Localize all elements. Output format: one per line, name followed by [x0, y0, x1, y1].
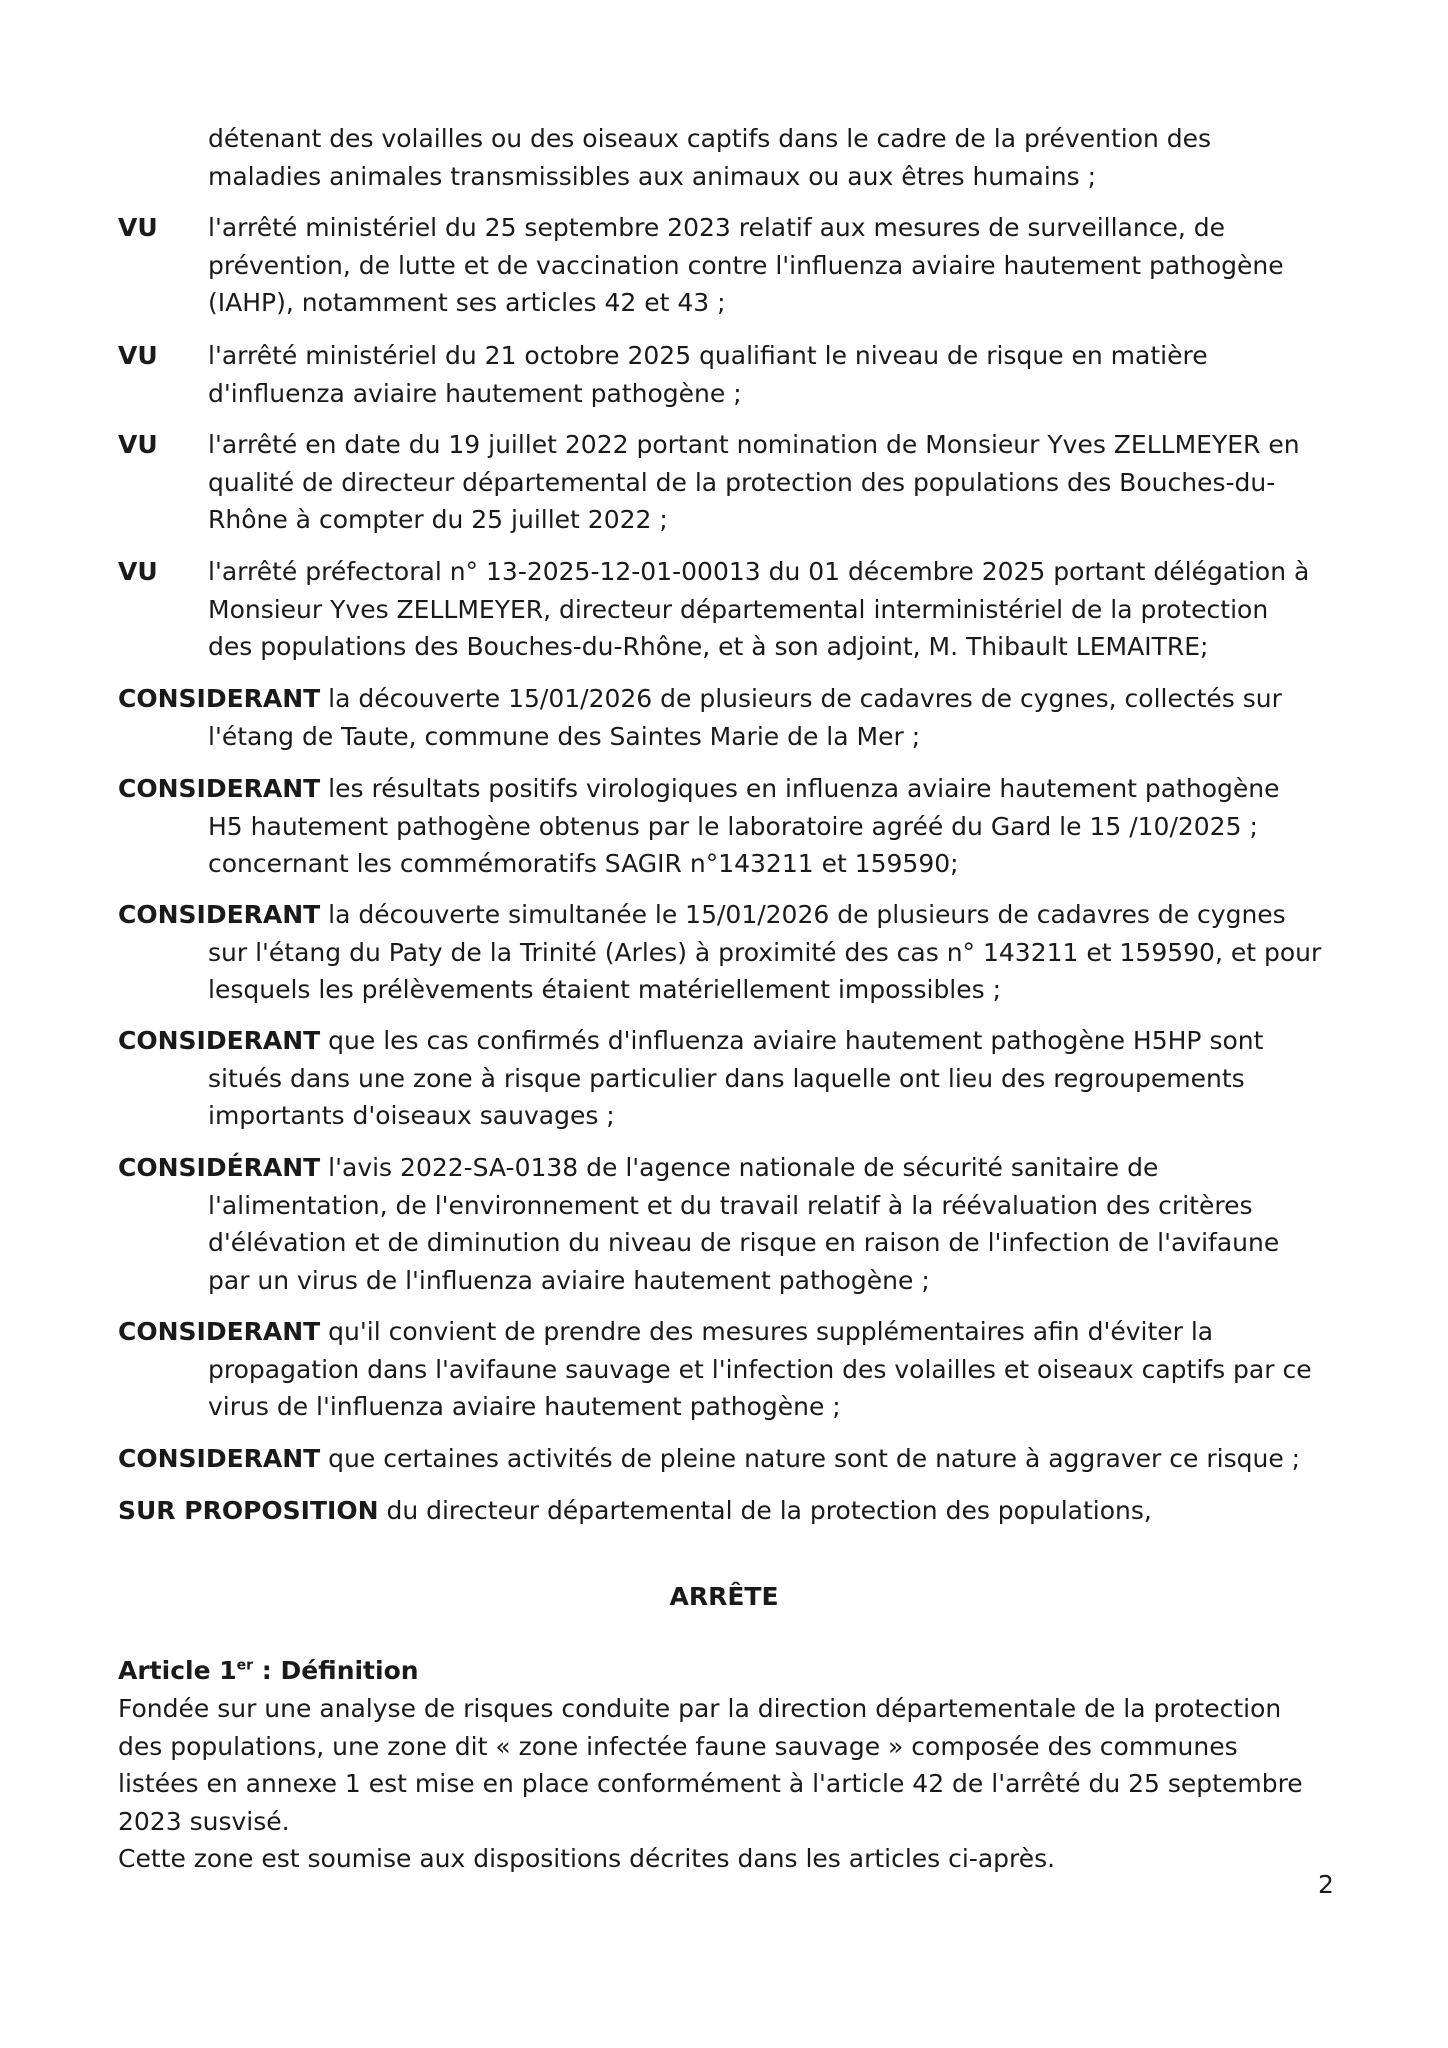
- considerant-item: [118, 680, 1338, 755]
- article-line: des populations, une zone dit « zone infectée faune sauvage » composée des communes: [118, 1731, 1238, 1761]
- considerant-text: les résultats positifs virologiques en influenza aviaire hautement pathogène: [320, 774, 1280, 803]
- considerant-text: la découverte simultanée le 15/01/2026 de plusieurs de cadavres de cygnes: [320, 900, 1286, 929]
- vu-line: l'arrêté préfectoral n° 13-2025-12-01-00013 du 01 décembre 2025 portant délégation à: [208, 557, 1310, 586]
- considerant-keyword: CONSIDERANT: [118, 774, 321, 803]
- vu-text: [208, 553, 1338, 666]
- considerant-line: concernant les commémoratifs SAGIR n°143211 et 159590;: [208, 849, 959, 878]
- considerant-line: lesquels les prélèvements étaient matériellement impossibles ;: [208, 975, 1002, 1004]
- proposition-keyword: SUR PROPOSITION: [118, 1496, 379, 1525]
- vu-line: l'arrêté ministériel du 21 octobre 2025 qualifiant le niveau de risque en matière: [208, 341, 1208, 370]
- vu-label: VU: [118, 430, 158, 459]
- considerant-line: l'étang de Taute, commune des Saintes Marie de la Mer ;: [208, 721, 921, 751]
- considerant-text: la découverte 15/01/2026 de plusieurs de cadavres de cygnes, collectés sur: [320, 684, 1282, 713]
- proposition-item: [118, 1492, 1338, 1530]
- considerant-line: virus de l'influenza aviaire hautement pathogène ;: [208, 1392, 841, 1421]
- vu-line: qualité de directeur départemental de la protection des populations des Bouches-du-: [208, 467, 1276, 497]
- considerant-keyword: CONSIDERANT: [118, 1317, 321, 1346]
- considerant-text: l'avis 2022-SA-0138 de l'agence nationale de sécurité sanitaire de: [320, 1153, 1159, 1182]
- considerant-line: sur l'étang du Paty de la Trinité (Arles) à proximité des cas n° 143211 et 159590, et pour: [208, 937, 1322, 967]
- article-line: Fondée sur une analyse de risques conduite par la direction départementale de la protection: [118, 1694, 1282, 1723]
- considerant-line: situés dans une zone à risque particulier dans laquelle ont lieu des regroupements: [208, 1063, 1245, 1093]
- proposition-text: du directeur départemental de la protection des populations,: [378, 1496, 1152, 1525]
- considerant-item: [118, 770, 1338, 883]
- considerant-line: par un virus de l'influenza aviaire hautement pathogène ;: [208, 1265, 930, 1295]
- article-line: listées en annexe 1 est mise en place conformément à l'article 42 de l'arrêté du 25 septembre: [118, 1769, 1303, 1798]
- vu-line: des populations des Bouches-du-Rhône, et à son adjoint, M. Thibault LEMAITRE;: [208, 632, 1209, 661]
- vu-label: VU: [118, 557, 158, 586]
- considerant-line: d'élévation et de diminution du niveau de risque en raison de l'infection de l'avifaune: [208, 1228, 1280, 1257]
- arrete-heading: ARRÊTE: [669, 1582, 779, 1611]
- article-title-sup: er: [236, 1657, 254, 1674]
- considerant-line: l'alimentation, de l'environnement et du travail relatif à la réévaluation des critères: [208, 1190, 1253, 1220]
- considerant-item: [118, 1440, 1338, 1478]
- considerant-item: [118, 1022, 1338, 1135]
- intro-line: détenant des volailles ou des oiseaux captifs dans le cadre de la prévention des: [208, 124, 1212, 153]
- vu-text: [208, 209, 1338, 322]
- page-number: 2: [1318, 1870, 1334, 1899]
- considerant-line: importants d'oiseaux sauvages ;: [208, 1101, 615, 1130]
- vu-label: VU: [118, 213, 158, 242]
- article-title-prefix: Article 1: [118, 1656, 237, 1685]
- article-body: [118, 1690, 1338, 1878]
- intro-line: maladies animales transmissibles aux animaux ou aux êtres humains ;: [208, 161, 1097, 191]
- vu-text: [208, 426, 1338, 539]
- considerant-keyword: CONSIDERANT: [118, 900, 321, 929]
- intro-paragraph: [208, 120, 1338, 195]
- vu-line: Rhône à compter du 25 juillet 2022 ;: [208, 505, 668, 534]
- considerant-text: que les cas confirmés d'influenza aviaire hautement pathogène H5HP sont: [320, 1026, 1264, 1055]
- considerant-keyword: CONSIDERANT: [118, 1026, 321, 1055]
- article-title: [118, 1656, 419, 1685]
- article-line: Cette zone est soumise aux dispositions décrites dans les articles ci-après.: [118, 1844, 1056, 1873]
- considerant-item: [118, 896, 1338, 1009]
- vu-text: [208, 337, 1338, 412]
- vu-line: l'arrêté en date du 19 juillet 2022 portant nomination de Monsieur Yves ZELLMEYER en: [208, 430, 1300, 459]
- vu-line: l'arrêté ministériel du 25 septembre 2023 relatif aux mesures de surveillance, de: [208, 213, 1225, 242]
- considerant-line: propagation dans l'avifaune sauvage et l'infection des volailles et oiseaux captifs par ce: [208, 1354, 1312, 1384]
- vu-line: prévention, de lutte et de vaccination contre l'influenza aviaire hautement pathogène: [208, 250, 1284, 280]
- considerant-line: H5 hautement pathogène obtenus par le laboratoire agréé du Gard le 15 /10/2025 ;: [208, 811, 1258, 841]
- considerant-keyword: CONSIDERANT: [118, 684, 321, 713]
- vu-line: (IAHP), notamment ses articles 42 et 43 ;: [208, 288, 726, 317]
- considerant-text: que certaines activités de pleine nature sont de nature à aggraver ce risque ;: [320, 1444, 1301, 1473]
- vu-line: Monsieur Yves ZELLMEYER, directeur départemental interministériel de la protection: [208, 594, 1269, 624]
- considerant-item: [118, 1313, 1338, 1426]
- vu-label: VU: [118, 341, 158, 370]
- article-line: 2023 susvisé.: [118, 1806, 290, 1836]
- considerant-keyword: CONSIDERANT: [118, 1444, 321, 1473]
- article-title-suffix: : Définition: [253, 1656, 419, 1685]
- vu-line: d'influenza aviaire hautement pathogène ;: [208, 378, 742, 408]
- considerant-item: [118, 1149, 1338, 1299]
- considerant-text: qu'il convient de prendre des mesures supplémentaires afin d'éviter la: [320, 1317, 1214, 1346]
- considerant-keyword: CONSIDÉRANT: [118, 1153, 321, 1182]
